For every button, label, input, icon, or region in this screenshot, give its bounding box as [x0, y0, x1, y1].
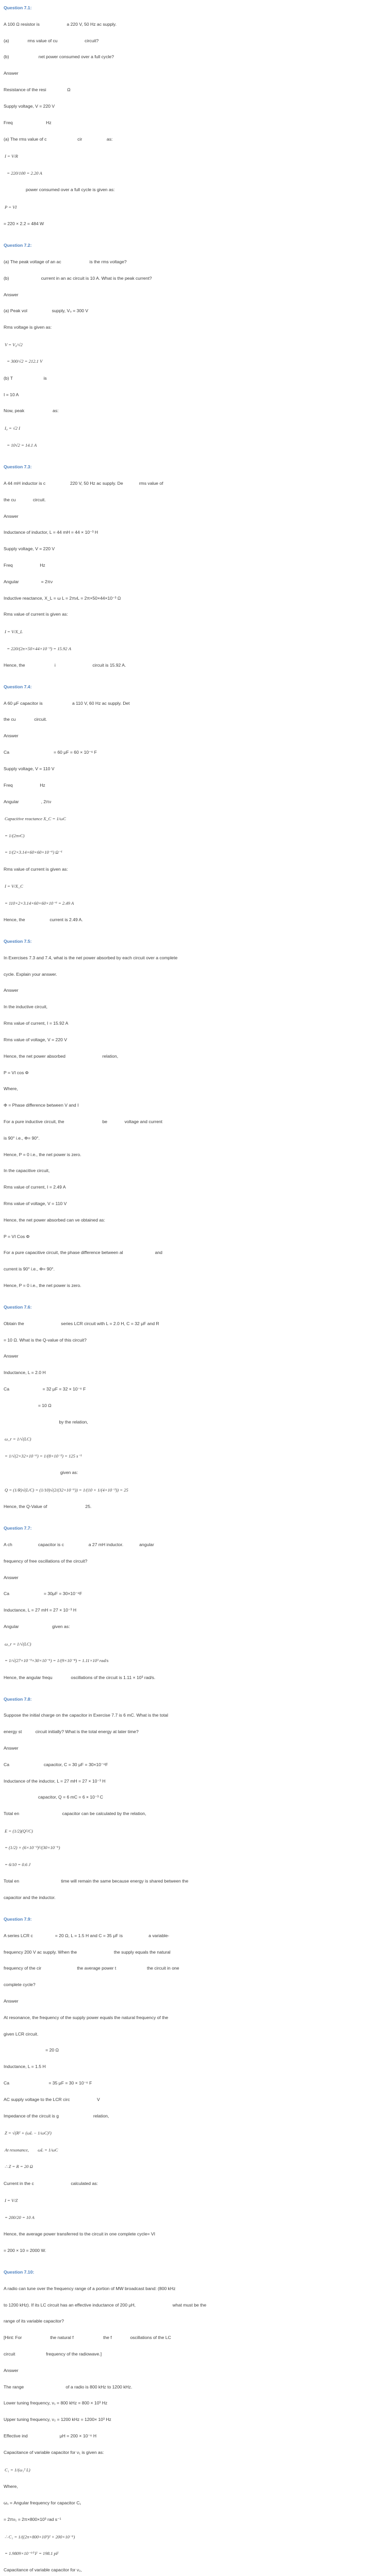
text-line: Effective ind μH = 200 × 10⁻⁶ H	[4, 2433, 97, 2439]
formula-line: = 6/10 = 0.6 J	[5, 1861, 31, 1867]
text-line: Ca = 30μF = 30×10⁻⁶F	[4, 1591, 82, 1597]
formula-line: = (1/2) × (6×10⁻³)²/(30×10⁻⁶)	[5, 1845, 60, 1851]
text-line: Answer	[4, 71, 19, 76]
text-line: Inductive reactance, X_L = ω L = 2πνL = 2π×50×44×10⁻³ Ω	[4, 595, 121, 601]
text-line: Obtain the series LCR circuit with L = 2.0 H, C = 32 μF and R	[4, 1320, 159, 1326]
text-line: current is 90° i.e., Φ= 90°.	[4, 1266, 55, 1272]
text-line: Ca = 60 μF = 60 × 10⁻⁶ F	[4, 750, 97, 755]
text-line: Hence, the average power transferred to the circuit in one complete cycle= VI	[4, 2231, 156, 2237]
text-line: Capacitance of variable capacitor for ν₂,	[4, 2567, 82, 2573]
text-line: circuit frequency of the radiowave.]	[4, 2351, 102, 2357]
text-line: The range of a radio is 800 kHz to 1200 kHz.	[4, 2384, 132, 2389]
text-line: Ca = 32 μF = 32 × 10⁻⁶ F	[4, 1386, 86, 1392]
question-heading: Question 7.8:	[4, 1696, 32, 1702]
formula-line: I = V/X_L	[5, 629, 23, 635]
text-line: Inductance of the inductor, L = 27 mH = 27 × 10⁻³ H	[4, 1778, 106, 1784]
text-line: Answer	[4, 513, 19, 519]
text-line: Hence, the i circuit is 15.92 A.	[4, 663, 126, 668]
text-line: is 90° i.e., Φ= 90°.	[4, 1135, 40, 1141]
text-line: For a pure inductive circuit, the be voltage and current	[4, 1118, 163, 1124]
text-line: = 220 × 2.2 = 484 W	[4, 221, 44, 227]
formula-line: = 300/√2 = 212.1 V	[5, 359, 43, 364]
text-line: Total en capacitor can be calculated by the relation,	[4, 1811, 146, 1817]
text-line: Where,	[4, 1086, 18, 1092]
text-line: Rms voltage is given as:	[4, 325, 52, 330]
text-line: AC supply voltage to the LCR circ V	[4, 2096, 100, 2102]
text-line: cycle. Explain your answer.	[4, 971, 57, 977]
text-line: Capacitance of variable capacitor for ν₁ is given as:	[4, 2449, 104, 2455]
formula-line: Z = √(R² + (ωL − 1/ωC)²)	[5, 2130, 52, 2136]
question-heading: Question 7.10:	[4, 2269, 35, 2275]
formula-line: P = VI	[5, 204, 17, 210]
text-line: the cu circuit.	[4, 717, 47, 722]
formula-line: Capacitive reactance X_C = 1/ωC	[5, 816, 66, 822]
text-line: given as:	[4, 1470, 78, 1476]
text-line: to 1200 kHz). If its LC circuit has an effective inductance of 200 μH, what must be the	[4, 2302, 207, 2308]
text-line: Hence, the angular frequ oscillations of the circuit is 1.11 × 10³ rad/s.	[4, 1674, 156, 1680]
formula-line: = 1/√(27×10⁻³×30×10⁻⁶) = 1/(9×10⁻⁴) = 1.11×10³ rad/s	[5, 1658, 109, 1664]
formula-line: I₀ = √2 I	[5, 426, 20, 431]
text-line: Answer	[4, 988, 19, 993]
text-line: Upper tuning frequency, ν₂ = 1200 kHz = 1200× 10³ Hz	[4, 2417, 111, 2422]
text-line: Φ = Phase difference between V and I	[4, 1103, 79, 1108]
text-line: At resonance, the frequency of the supply power equals the natural frequency of the	[4, 2014, 169, 2020]
text-line: Hence, the Q-Value of 25.	[4, 1504, 92, 1510]
text-line: Answer	[4, 1353, 19, 1359]
text-line: Inductance of inductor, L = 44 mH = 44 × 10⁻³ H	[4, 530, 98, 535]
question-heading: Question 7.6:	[4, 1304, 32, 1310]
text-line: Hence, the net power absorbed can ve obtained as:	[4, 1217, 105, 1223]
text-line: A series LCR c = 20 Ω, L = 1.5 H and C = 35 μF is a variable-	[4, 1933, 170, 1938]
text-line: Rms value of voltage, V = 110 V	[4, 1201, 67, 1206]
question-heading: Question 7.2:	[4, 243, 32, 248]
text-line: Rms value of current, I = 15.92 A	[4, 1021, 69, 1026]
question-section	[4, 1691, 365, 1911]
question-heading: Question 7.5:	[4, 939, 32, 944]
formula-line: = 110×2×3.14×60×60×10⁻⁶ = 2.49 A	[5, 900, 74, 906]
formula-line: C₁ = 1/(ω₁² L)	[5, 2467, 30, 2472]
text-line: given LCR circuit.	[4, 2031, 39, 2037]
text-line: P = VI Cos Φ	[4, 1233, 30, 1239]
text-line: Ca = 35 μF = 30 × 10⁻⁶ F	[4, 2080, 92, 2086]
text-line: Answer	[4, 292, 19, 297]
text-line: A ch capacitor is c a 27 mH inductor. angular	[4, 1542, 154, 1548]
text-line: In the capacitive circuit,	[4, 1168, 50, 1174]
text-line: Angular given as:	[4, 1624, 70, 1630]
text-line: Rms value of current, I = 2.49 A	[4, 1184, 66, 1190]
text-line: complete cycle?	[4, 1982, 36, 1988]
text-line: Answer	[4, 1998, 19, 2004]
text-line: = 200 × 10 = 2000 W.	[4, 2248, 46, 2253]
question-heading: Question 7.3:	[4, 464, 32, 470]
formula-line: V = V₀/√2	[5, 342, 23, 348]
formula-line: = 200/20 = 10 A	[5, 2214, 35, 2220]
question-heading: Question 7.7:	[4, 1526, 32, 1531]
text-line: [Hint: For the natural f the f oscillations of the LC	[4, 2335, 171, 2341]
question-section	[4, 238, 365, 459]
formula-line: I = V/X_C	[5, 884, 23, 889]
text-line: frequency of the cir the average power t the circuit in one	[4, 1965, 179, 1971]
question-heading: Question 7.9:	[4, 1916, 32, 1922]
text-line: power consumed over a full cycle is given as:	[4, 187, 115, 193]
text-line: energy st circuit initially? What is the total energy at later time?	[4, 1729, 139, 1735]
text-line: = 20 Ω	[4, 2047, 59, 2053]
text-line: ω₁ = Angular frequency for capacitor C₁	[4, 2500, 81, 2505]
formula-line: I = V/Z	[5, 2198, 18, 2204]
text-line: (b) net power consumed over a full cycle?	[4, 54, 114, 60]
text-line: = 10 Ω	[4, 1402, 52, 1408]
text-line: I = 10 A	[4, 392, 19, 397]
text-line: capacitor and the inductor.	[4, 1895, 56, 1901]
formula-line: = 220/(2π×50×44×10⁻³) = 15.92 A	[5, 646, 71, 651]
text-line: Inductance, L = 2.0 H	[4, 1370, 46, 1376]
text-line: Angular , 2πν	[4, 799, 52, 804]
text-line: A radio can tune over the frequency range of a portion of MW broadcast band: (800 kHz	[4, 2285, 176, 2291]
text-line: Answer	[4, 733, 19, 739]
text-line: Freq Hz	[4, 782, 45, 788]
text-line: Now, peak as:	[4, 408, 59, 414]
text-line: Resistance of the resi Ω	[4, 87, 71, 93]
text-line: (a) The rms value of c cir as:	[4, 136, 113, 142]
text-line: In the inductive circuit,	[4, 1004, 48, 1010]
formula-line: = 1.9809×10⁻¹⁰ F = 198.1 pF	[5, 2550, 59, 2556]
text-line: For a pure capacitive circuit, the phase difference between al and	[4, 1250, 162, 1256]
text-line: = 2πν₁ = 2π×800×10³ rad s⁻¹	[4, 2516, 61, 2522]
text-line: Supply voltage, V = 220 V	[4, 546, 55, 552]
text-line: Answer	[4, 1574, 19, 1580]
formula-line: ∴ C₁ = 1/((2π×800×10³)² × 200×10⁻⁶)	[5, 2534, 75, 2539]
text-line: A 44 mH inductor is c 220 V, 50 Hz ac supply. De rms value of	[4, 480, 163, 486]
text-line: Answer	[4, 2367, 19, 2373]
formula-line: E = (1/2)(Q²/C)	[5, 1828, 33, 1834]
text-line: (a) The peak voltage of an ac is the rms voltage?	[4, 259, 127, 264]
text-line: Hence, the net power absorbed relation,	[4, 1053, 119, 1059]
formula-line: ∴ Z = R = 20 Ω	[5, 2164, 33, 2170]
question-heading: Question 7.1:	[4, 5, 32, 10]
text-line: (a) rms value of cu circuit?	[4, 38, 99, 43]
text-line: Inductance, L = 1.5 H	[4, 2064, 46, 2070]
text-line: Supply voltage, V = 110 V	[4, 766, 55, 771]
question-section	[4, 934, 365, 1299]
question-section	[4, 0, 365, 238]
text-line: Freq Hz	[4, 562, 45, 568]
question-section	[4, 1520, 365, 1691]
text-line: Where,	[4, 2484, 18, 2489]
text-line: Hence, P = 0 i.e., the net power is zero.	[4, 1283, 81, 1289]
formula-line: ω_r = 1/√(LC)	[5, 1436, 31, 1442]
text-line: frequency of free oscillations of the circuit?	[4, 1558, 88, 1564]
text-line: Rms value of voltage, V = 220 V	[4, 1037, 68, 1042]
formula-line: At resonance, ωL = 1/ωC	[5, 2147, 58, 2153]
text-line: A 100 Ω resistor is a 220 V, 50 Hz ac supply.	[4, 21, 117, 27]
text-line: the cu circuit.	[4, 497, 46, 502]
text-line: Inductance, L = 27 mH = 27 × 10⁻³ H	[4, 1607, 77, 1613]
formula-line: ω_r = 1/√(LC)	[5, 1641, 31, 1647]
formula-line: = 220/100 = 2.20 A	[5, 170, 42, 176]
text-line: (b) T is	[4, 375, 47, 381]
text-line: capacitor, Q = 6 mC = 6 × 10⁻³ C	[4, 1794, 103, 1800]
text-line: Ca capacitor, C = 30 μF = 30×10⁻⁶F	[4, 1761, 108, 1767]
text-line: Hence, the current is 2.49 A.	[4, 917, 83, 923]
text-line: Freq Hz	[4, 120, 52, 125]
text-line: Angular = 2πν	[4, 579, 53, 584]
formula-line: = 1/(2πνC)	[5, 833, 25, 838]
formula-line: Q = (1/R)√(L/C) = (1/10)√(2/(32×10⁻⁶)) = 1/(10 × 1/(4×10⁻³)) = 25	[5, 1487, 128, 1493]
text-line: (b) current in an ac circuit is 10 A. What is the peak current?	[4, 275, 152, 281]
question-heading: Question 7.4:	[4, 684, 32, 689]
question-section	[4, 459, 365, 679]
text-line: A 60 μF capacitor is a 110 V, 60 Hz ac supply. Det	[4, 700, 130, 706]
question-section	[4, 1911, 365, 2264]
text-line: range of its variable capacitor?	[4, 2318, 64, 2324]
text-line: Rms value of current is given as:	[4, 866, 68, 872]
text-line: Rms value of current is given as:	[4, 612, 68, 617]
text-line: Lower tuning frequency, ν₁ = 800 kHz = 800 × 10³ Hz	[4, 2400, 108, 2406]
question-section	[4, 1299, 365, 1520]
text-line: = 10 Ω. What is the Q-value of this circuit?	[4, 1337, 87, 1343]
text-line: Answer	[4, 1745, 19, 1751]
text-line: by the relation,	[4, 1419, 88, 1425]
text-line: Suppose the initial charge on the capacitor in Exercise 7.7 is 6 mC. What is the total	[4, 1713, 169, 1718]
question-section	[4, 2264, 365, 2576]
text-line: Current in the c calculated as:	[4, 2180, 98, 2186]
text-line: P = VI cos Φ	[4, 1070, 29, 1075]
formula-line: = 1/√(2×32×10⁻⁶) = 1/(8×10⁻³) = 125 s⁻¹	[5, 1453, 82, 1459]
text-line: Hence, P = 0 i.e., the net power is zero.	[4, 1151, 81, 1157]
text-line: Total en time will remain the same because energy is shared between the	[4, 1878, 189, 1884]
formula-line: = 10√2 = 14.1 A	[5, 442, 37, 448]
text-line: Supply voltage, V = 220 V	[4, 103, 55, 109]
text-line: In Exercises 7.3 and 7.4, what is the net power absorbed by each circuit over a complete	[4, 955, 178, 960]
text-line: frequency 200 V ac supply. When the the supply equals the natural	[4, 1949, 171, 1955]
question-section	[4, 679, 365, 934]
formula-line: = 1/(2×3.14×60×60×10⁻⁶) Ω⁻¹	[5, 850, 62, 855]
text-line: (a) Peak vol supply, V₀ = 300 V	[4, 308, 89, 314]
formula-line: I = V/R	[5, 154, 18, 159]
text-line: Impedance of the circuit is g relation,	[4, 2113, 109, 2119]
